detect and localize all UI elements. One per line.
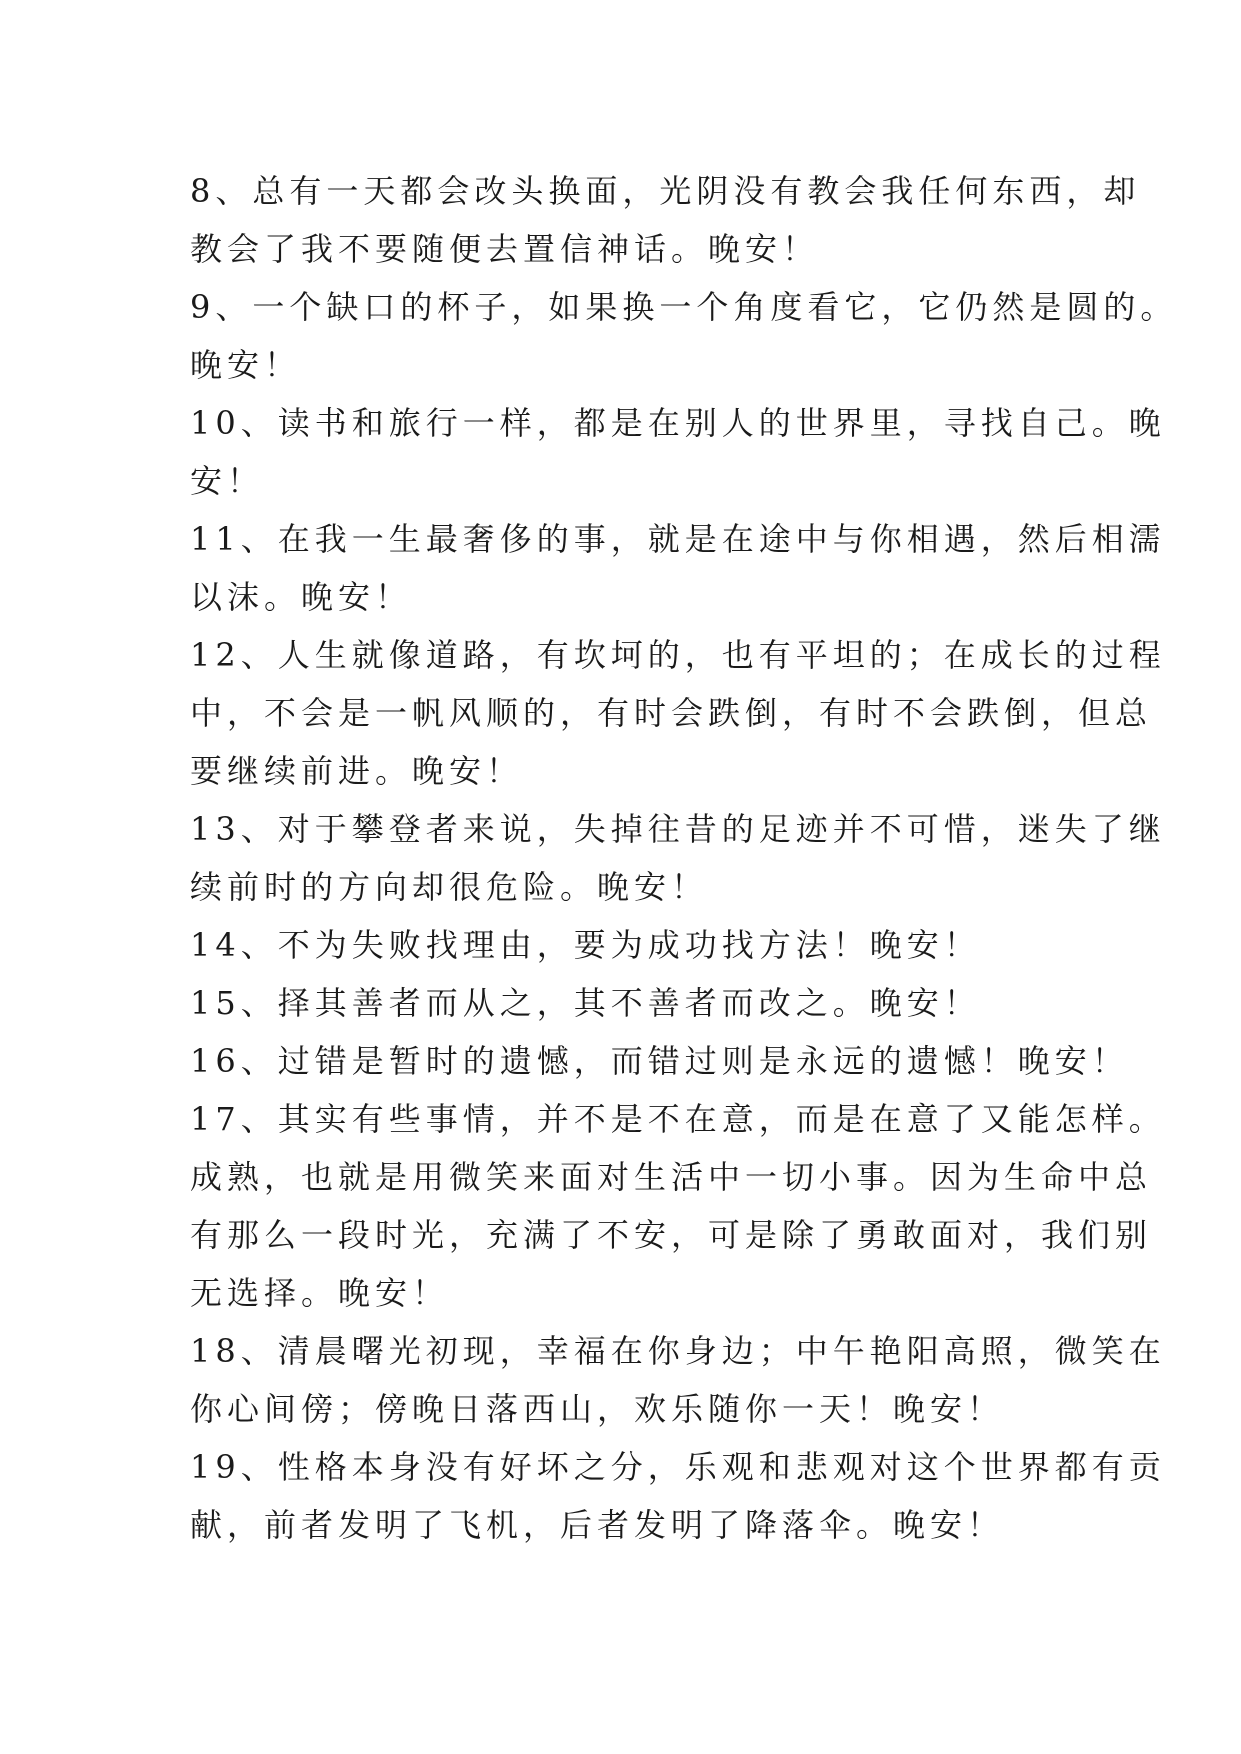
text-line: 17、其实有些事情，并不是不在意，而是在意了又能怎样。 [190, 1100, 1166, 1138]
text-line: 无选择。晚安！ [190, 1274, 450, 1312]
text-line: 献，前者发明了飞机，后者发明了降落伞。晚安！ [190, 1506, 1005, 1544]
text-line: 晚安！ [190, 346, 302, 384]
text-line: 成熟，也就是用微笑来面对生活中一切小事。因为生命中总 [190, 1158, 1153, 1196]
text-line: 9、一个缺口的杯子，如果换一个角度看它，它仍然是圆的。 [190, 288, 1178, 326]
text-line: 15、择其善者而从之，其不善者而改之。晚安！ [190, 984, 981, 1022]
text-line: 14、不为失败找理由，要为成功找方法！晚安！ [190, 926, 981, 964]
text-line: 11、在我一生最奢侈的事，就是在途中与你相遇，然后相濡 [190, 520, 1166, 558]
text-line: 有那么一段时光，充满了不安，可是除了勇敢面对，我们别 [190, 1216, 1153, 1254]
text-body [190, 162, 1178, 1554]
text-line: 19、性格本身没有好坏之分，乐观和悲观对这个世界都有贡 [190, 1448, 1166, 1486]
text-line: 你心间傍；傍晚日落西山，欢乐随你一天！晚安！ [190, 1390, 1005, 1428]
text-line: 12、人生就像道路，有坎坷的，也有平坦的；在成长的过程 [190, 636, 1166, 674]
text-line: 续前时的方向却很危险。晚安！ [190, 868, 709, 906]
text-line: 13、对于攀登者来说，失掉往昔的足迹并不可惜，迷失了继 [190, 810, 1166, 848]
text-line: 中，不会是一帆风顺的，有时会跌倒，有时不会跌倒，但总 [190, 694, 1153, 732]
text-line: 要继续前进。晚安！ [190, 752, 524, 790]
text-line: 以沫。晚安！ [190, 578, 413, 616]
text-line: 18、清晨曙光初现，幸福在你身边；中午艳阳高照，微笑在 [190, 1332, 1166, 1370]
text-line: 16、过错是暂时的遗憾，而错过则是永远的遗憾！晚安！ [190, 1042, 1129, 1080]
text-line: 10、读书和旅行一样，都是在别人的世界里，寻找自己。晚 [190, 404, 1166, 442]
text-line: 安！ [190, 462, 265, 500]
text-line: 8、总有一天都会改头换面，光阴没有教会我任何东西，却 [190, 172, 1141, 210]
text-line: 教会了我不要随便去置信神话。晚安！ [190, 230, 820, 268]
